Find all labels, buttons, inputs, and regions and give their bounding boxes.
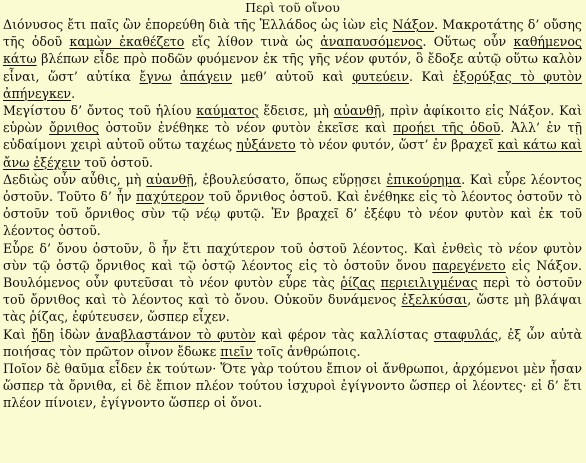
paragraph [3,16,582,102]
text-run: Εὗρε δ’ ὄνου ὀστοῦν, ὃ ἦν ἔτι παχύτερον τοῦ ὀστοῦ λέοντος. Καὶ ἐνθεὶς τὸ νέον φυτὸν σὺν τῷ ὀστῷ ὄρνιθος καὶ τῷ ὀστῷ λέοντος εἰς τὸ ὀστοῦν ὄνου [3,240,582,273]
vocab-term: φυτεύειν [352,68,409,84]
text-run: Διόνυσος ἔτι παῖς ὢν ἐπορεύθη διὰ τῆς Ἑλλάδος ὡς ἰὼν εἰς [3,17,393,32]
text-run: τοῦ ὀστοῦ. [80,154,154,170]
text-run: βλέπων εἶδε πρὸ ποδῶν φυόμενον ἐκ τῆς γῆς νέον φυτόν, ὃ ἔδοξε αὐτῷ οὕτω καλὸν εἶναι, ὥστ’ αὐτίκα [3,51,582,84]
vocab-term: καμὼν ἐκαθέζετο [69,34,185,50]
vocab-term: ἀπάγειν [180,68,233,84]
document-body [3,16,582,412]
paragraph [3,240,582,326]
text-run: εἰς Νάξον. Βουλόμενος οὖν φυτεῦσαι τὸ νέον φυτὸν εὗρε τὰς [3,257,582,291]
vocab-term: ἀναβλαστάνον τὸ φυτὸν [95,326,256,342]
vocab-term: ἀναπαυσόμενος [320,34,423,50]
page-title: Περὶ τοῦ οἴνου [245,0,340,15]
vocab-term: περιειλιγμένας [380,275,478,291]
text-run: περὶ τὸ ὀστοῦν τοῦ ὄρνιθος καὶ τὸ λέοντος καὶ τὸ ὄνου. Οὐκοῦν δυνάμενος [3,275,582,308]
vocab-term: ἐξέχειν [33,154,81,170]
text-run: ἔδεισε, μὴ [258,103,334,119]
text-run: . Οὕτως οὖν [422,34,514,50]
vocab-term: ηὐξάνετο [236,137,296,153]
text-run: Ποῖον δὲ θαῦμα εἶδεν ἐκ τούτων· Ὅτε γὰρ τούτου ἔπιον οἱ ἄνθρωποι, ἀρχόμενοι μὲν ἦσαν ὥσπερ τὰ ὄρνιθα, εἰ δὲ ἔπιον πλέον τούτου ἰσχυροὶ ἐγίγνοντο ὥσπερ οἱ λέοντες· εἰ δ’ ἔτι πλέον πίνοιεν, ἐγίγνοντο ὥσπερ οἱ ὄνοι. [3,361,582,411]
text-run: , πρὶν ἀφίκοιτο εἰς Νάξον. Καὶ εὑρὼν [3,103,583,136]
paragraph [3,102,582,171]
text-run: μεθ’ αὑτοῦ καὶ [232,68,353,84]
text-run [172,69,181,84]
vocab-term: αὐανθῇ [146,171,194,187]
text-run: . Ἀλλ’ ἐν τῇ εὐδαίμονι χειρὶ αὐτοῦ οὕτω ταχέως [3,120,583,153]
vocab-term: παρεγένετο [432,257,506,273]
vocab-term: ἔγνω [139,68,172,84]
text-run: . Μακροτάτης δ’ οὔσης τῆς ὁδοῦ [3,17,582,50]
paragraph [3,171,582,240]
text-run: , ὥστε μὴ βλάψαι τὰς ῥίζας, ἐφύτευσεν, ὥσπερ εἶχεν. [3,292,582,325]
vocab-term: σταφυλάς [433,326,498,342]
vocab-term: αὐανθῇ [333,103,382,119]
vocab-term: ἐξελκύσαι [401,292,468,308]
text-run: , ἐβουλεύσατο, ὅπως εὕρῃσει [193,171,387,187]
vocab-term: προῄει τῆς ὁδοῦ [393,120,501,136]
vocab-term: παχύτερον [136,189,205,205]
text-run: τοῦ ὄρνιθος ὀστοῦ. Καὶ ἐνέθηκε εἰς τὸ λέοντος ὀστοῦν τὸ ὀστοῦν τοῦ ὄρνιθος σὺν τῷ νέῳ φυτῷ. Ἐν βραχεῖ δ’ ἐξέφυ τὸ νέον φυτὸν καὶ ἐκ τοῦ λέοντος ὀστοῦ. [3,189,583,239]
vocab-term: ῥίζας [340,275,376,291]
vocab-term: ὄρνιθος [49,120,99,136]
vocab-term: ἐξορύξας τὸ φυτὸν ἀπήνεγκεν [3,68,582,101]
vocab-term: πιεῖν [220,343,253,359]
vocab-term: ἐπικούρημα [386,171,462,187]
text-run: τὸ νέον φυτόν, ὥστ’ ἐν βραχεῖ [295,137,498,153]
vocab-term: καθήμενος κάτω [3,34,582,67]
vocab-term: Νάξον [392,17,435,32]
vocab-term: καὶ κάτω καὶ ἄνω [3,137,582,170]
vocab-term: ἤδη [31,326,55,342]
text-run: , ἐξ ὧν αὐτὰ ποιήσας τὸν πρῶτον οἶνον ἔδωκε [3,326,582,359]
text-run: . Καὶ [408,68,453,84]
text-run: Καὶ [3,326,32,342]
text-run: τοῖς ἀνθρώποις. [252,343,361,359]
text-run: Δεδιὼς οὖν αὖθις, μὴ [3,171,147,187]
vocab-term: καύματος [196,103,259,119]
text-run: . Καὶ εὗρε λέοντος ὀστοῦν. Τοῦτο δ’ ἦν [3,171,582,205]
text-run: εἴς λίθον τινὰ ὡς [184,34,321,50]
text-run: ἰδὼν [54,326,96,342]
text-run: . [71,85,76,101]
paragraph [3,360,582,412]
text-run: ὀστοῦν ἐνέθηκε τὸ νέον φυτὸν ἐκεῖσε καὶ [98,120,393,136]
text-run: Μεγίστου δ’ ὄντος τοῦ ἡλίου [3,103,197,119]
paragraph [3,326,582,360]
text-run: καὶ φέρον τὰς καλλίστας [255,326,434,342]
